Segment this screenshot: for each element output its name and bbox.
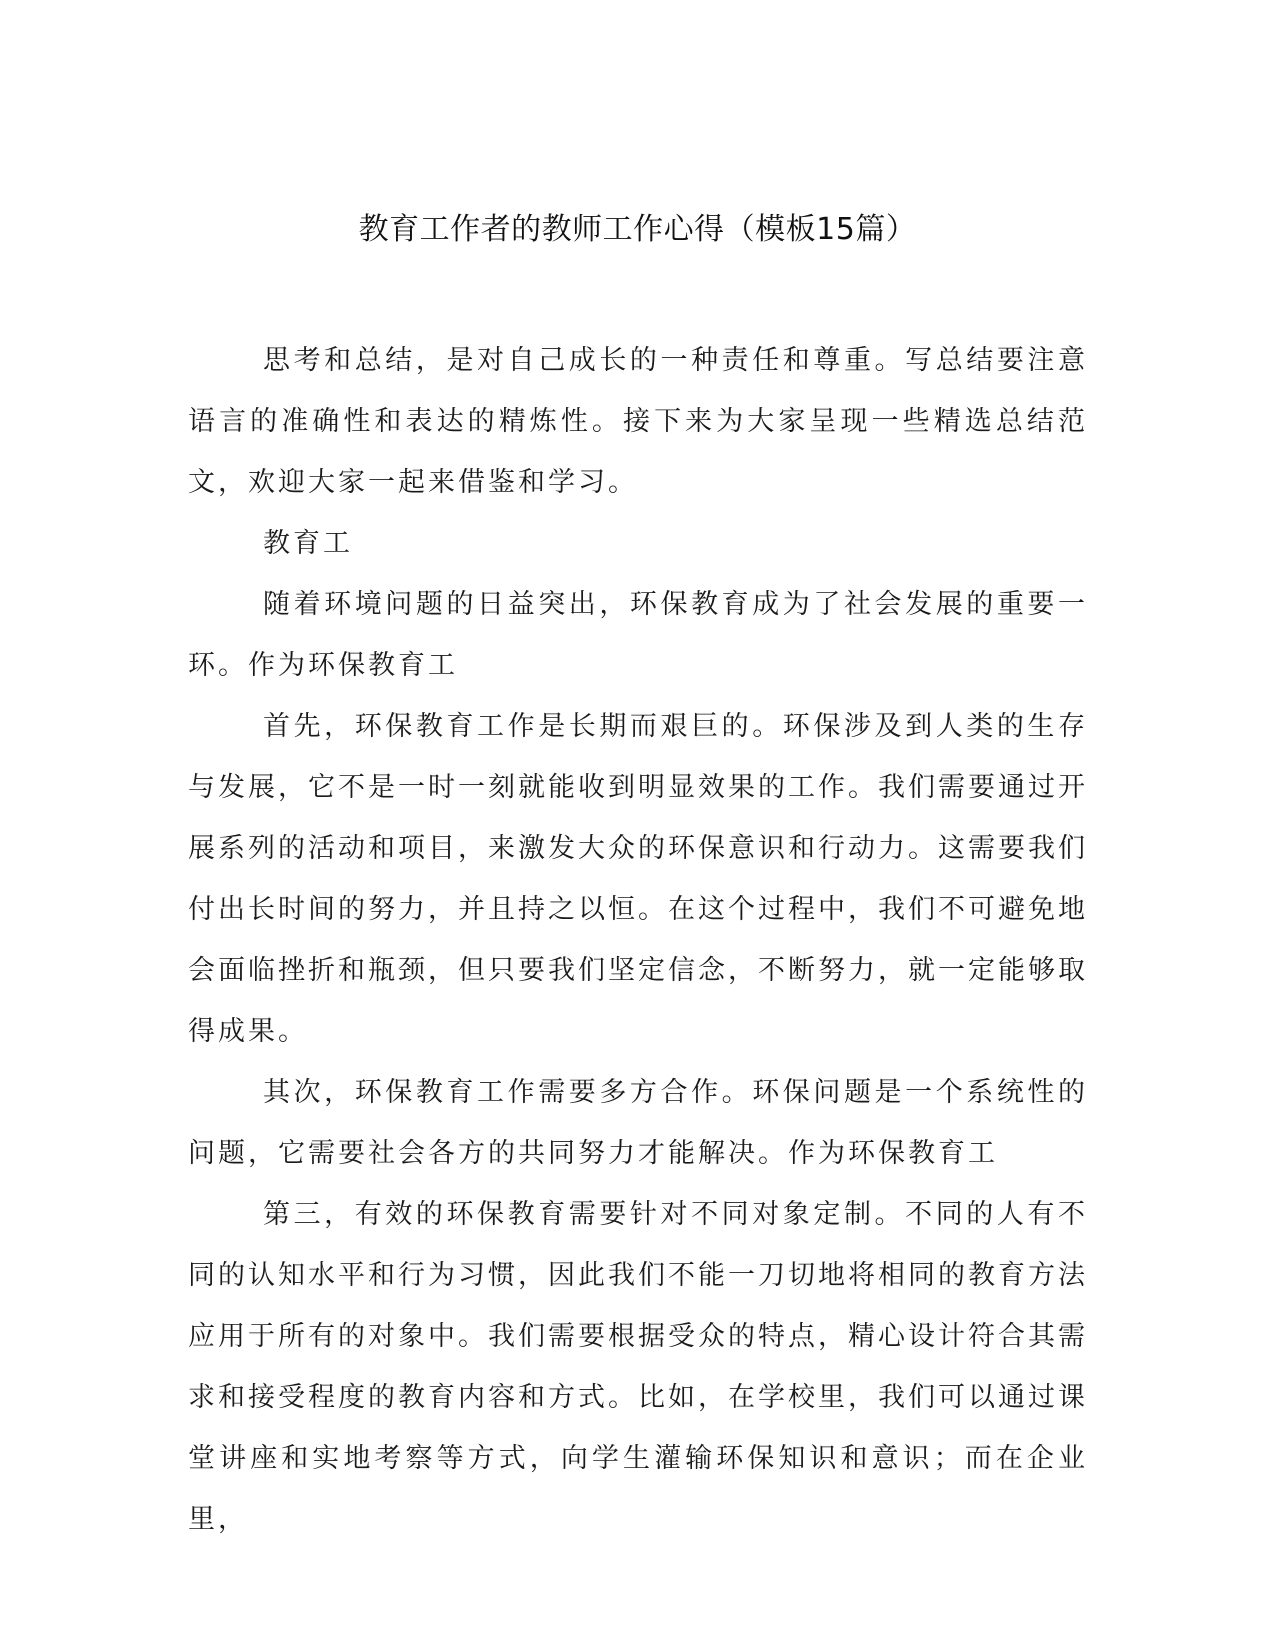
paragraph-heading-fragment: 教育工 <box>263 528 353 559</box>
paragraph-first-point: 首先，环保教育工作是长期而艰巨的。环保涉及到人类的生存与发展，它不是一时一刻就能收到明显效果的工作。我们需要通过开展系列的活动和项目，来激发大众的环保意识和行动力。这需要我们付出长时间的努力，并且持之以恒。在这个过程中，我们不可避免地会面临挫折和瓶颈，但只要我们坚定信念，不断努力，就一定能够取得成果。 <box>188 711 1088 1047</box>
paragraph-environment-intro: 随着环境问题的日益突出，环保教育成为了社会发展的重要一环。作为环保教育工 <box>188 589 1088 681</box>
paragraph-intro: 思考和总结，是对自己成长的一种责任和尊重。写总结要注意语言的准确性和表达的精炼性。接下来为大家呈现一些精选总结范文，欢迎大家一起来借鉴和学习。 <box>188 345 1088 498</box>
paragraph-second-point: 其次，环保教育工作需要多方合作。环保问题是一个系统性的问题，它需要社会各方的共同努力才能解决。作为环保教育工 <box>188 1077 1088 1169</box>
paragraph-third-point: 第三，有效的环保教育需要针对不同对象定制。不同的人有不同的认知水平和行为习惯，因此我们不能一刀切地将相同的教育方法应用于所有的对象中。我们需要根据受众的特点，精心设计符合其需求和接受程度的教育内容和方式。比如，在学校里，我们可以通过课堂讲座和实地考察等方式，向学生灌输环保知识和意识；而在企业里， <box>188 1199 1088 1535</box>
document-title: 教育工作者的教师工作心得（模板15篇） <box>358 212 917 247</box>
document-body <box>188 330 1088 1550</box>
